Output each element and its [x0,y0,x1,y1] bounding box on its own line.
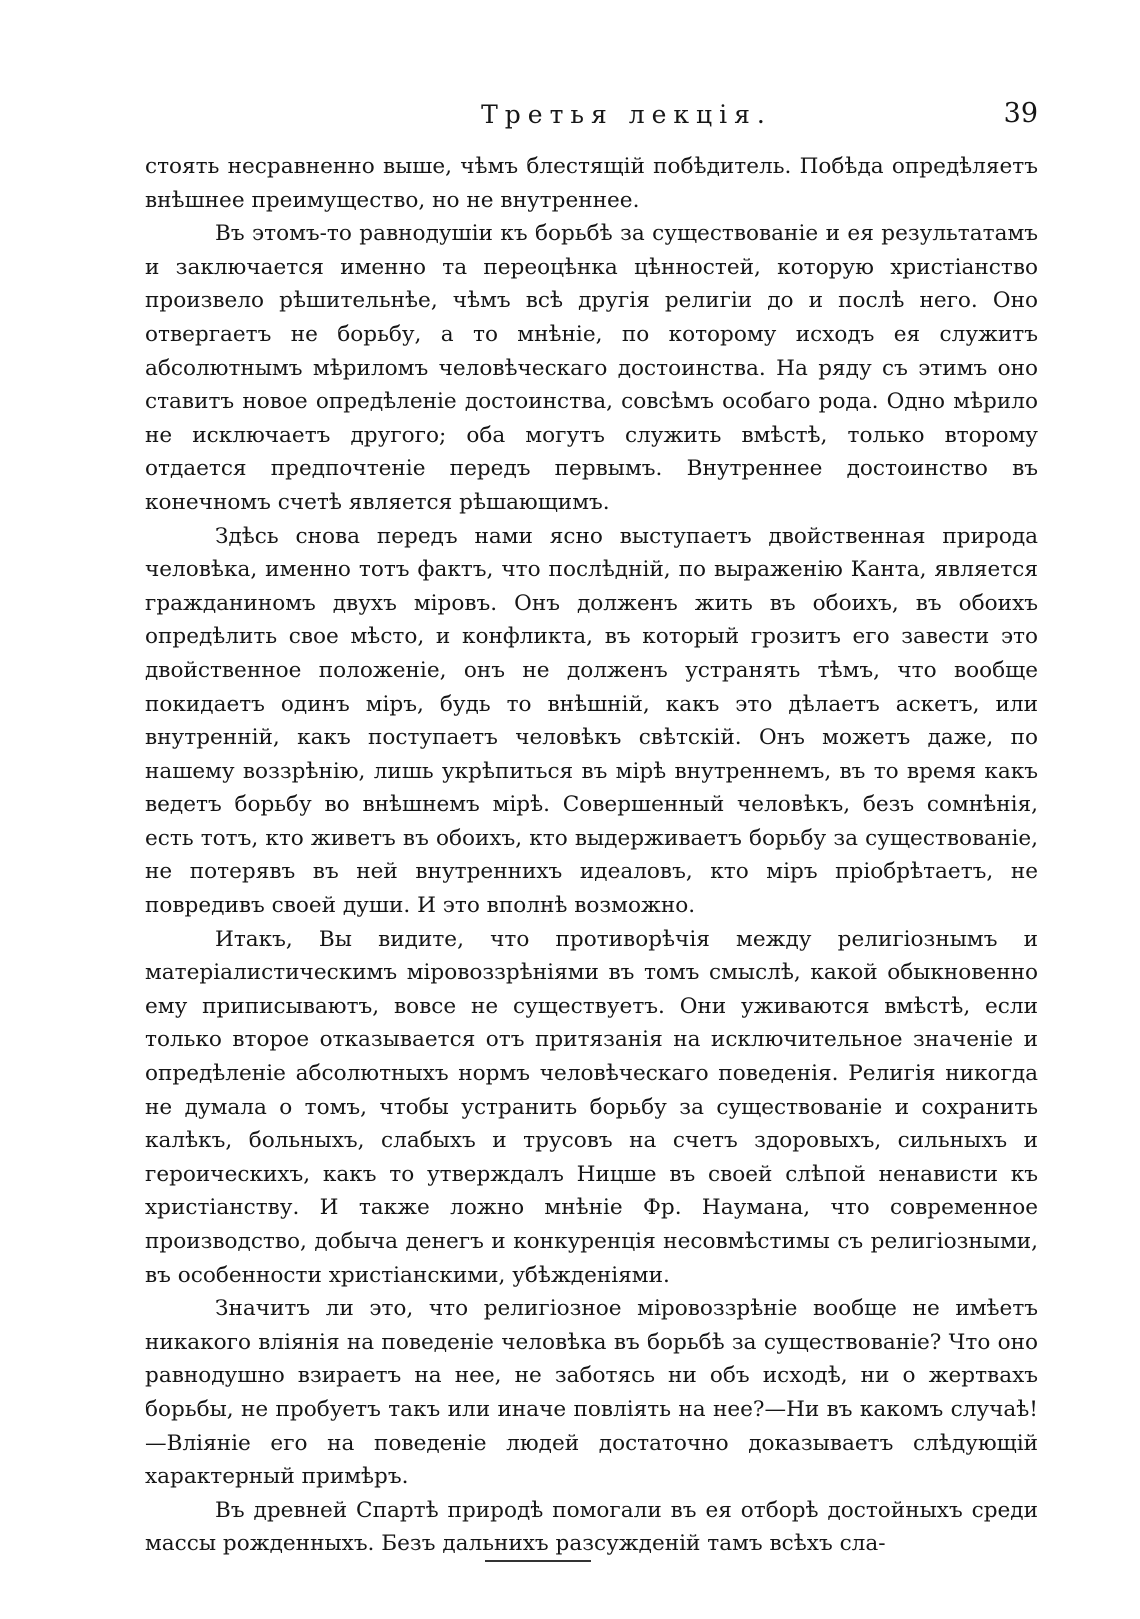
paragraph: Здѣсь снова передъ нами ясно выступаетъ двойственная природа человѣка, именно тотъ фактъ, что послѣдній, по выраженію Канта, является гражданиномъ двухъ міровъ. Онъ долженъ жить въ обоихъ, въ обоихъ опредѣлить свое мѣсто, и конфликта, въ который грозитъ его завести это двойственное положеніе, онъ не долженъ устранять тѣмъ, что вообще покидаетъ одинъ міръ, будь то внѣшній, какъ это дѣлаетъ аскетъ, или внутренній, какъ поступаетъ человѣкъ свѣтскій. Онъ можетъ даже, по нашему воззрѣнію, лишь укрѣпиться въ мірѣ внутреннемъ, въ то время какъ ведетъ борьбу во внѣшнемъ мірѣ. Совершенный человѣкъ, безъ сомнѣнія, есть тотъ, кто живетъ въ обоихъ, кто выдерживаетъ борьбу за существованіе, не потерявъ въ ней внутреннихъ идеаловъ, кто міръ пріобрѣтаетъ, не повредивъ своей души. И это вполнѣ возможно. [145,523,1038,919]
page-number: 39 [1003,98,1038,129]
paragraph: Значитъ ли это, что религіозное міровоззрѣніе вообще не имѣетъ никакого вліянія на поведеніе человѣка въ борьбѣ за существованіе? Что оно равнодушно взираетъ на нее, не заботясь ни объ исходѣ, ни о жертвахъ борьбы, не пробуетъ такъ или иначе повліять на нее?—Ни въ какомъ случаѣ!—Вліяніе его на поведеніе людей достаточно доказываетъ слѣдующій характерный примѣръ. [145,1296,1038,1490]
body-text [145,150,1038,1561]
running-head [145,98,1038,138]
paragraph: Въ древней Спартѣ природѣ помогали въ ея отборѣ достойныхъ среди массы рожденныхъ. Безъ дальнихъ разсужденій тамъ всѣхъ сла- [145,1497,1038,1557]
running-title: Третья лекція. [481,100,772,129]
paragraph-continued: стоять несравненно выше, чѣмъ блестящій побѣдитель. Побѣда опредѣляетъ внѣшнее преимущество, но не внутреннее. [145,154,1038,213]
paragraph: Въ этомъ-то равнодушіи къ борьбѣ за существованіе и ея результатамъ и заключается именно та переоцѣнка цѣнностей, которую христіанство произвело рѣшительнѣе, чѣмъ всѣ другія религіи до и послѣ него. Оно отвергаетъ не борьбу, а то мнѣніе, по которому исходъ ея служитъ абсолютнымъ мѣриломъ человѣческаго достоинства. На ряду съ этимъ оно ставитъ новое опредѣленіе достоинства, совсѣмъ особаго рода. Одно мѣрило не исключаетъ другого; оба могутъ служить вмѣстѣ, только второму отдается предпочтеніе передъ первымъ. Внутреннее достоинство въ конечномъ счетѣ является рѣшающимъ. [145,221,1038,515]
bottom-rule [485,1560,591,1562]
paragraph: Итакъ, Вы видите, что противорѣчія между религіознымъ и матеріалистическимъ міровоззрѣніями въ томъ смыслѣ, какой обыкновенно ему приписываютъ, вовсе не существуетъ. Они уживаются вмѣстѣ, если только второе отказывается отъ притязанія на исключительное значеніе и опредѣленіе абсолютныхъ нормъ человѣческаго поведенія. Религія никогда не думала о томъ, чтобы устранить борьбу за существованіе и сохранить калѣкъ, больныхъ, слабыхъ и трусовъ на счетъ здоровыхъ, сильныхъ и героическихъ, какъ то утверждалъ Ницше въ своей слѣпой ненависти къ христіанству. И также ложно мнѣніе Фр. Наумана, что современное производство, добыча денегъ и конкуренція несовмѣстимы съ религіозными, въ особенности христіанскими, убѣжденіями. [145,926,1038,1288]
